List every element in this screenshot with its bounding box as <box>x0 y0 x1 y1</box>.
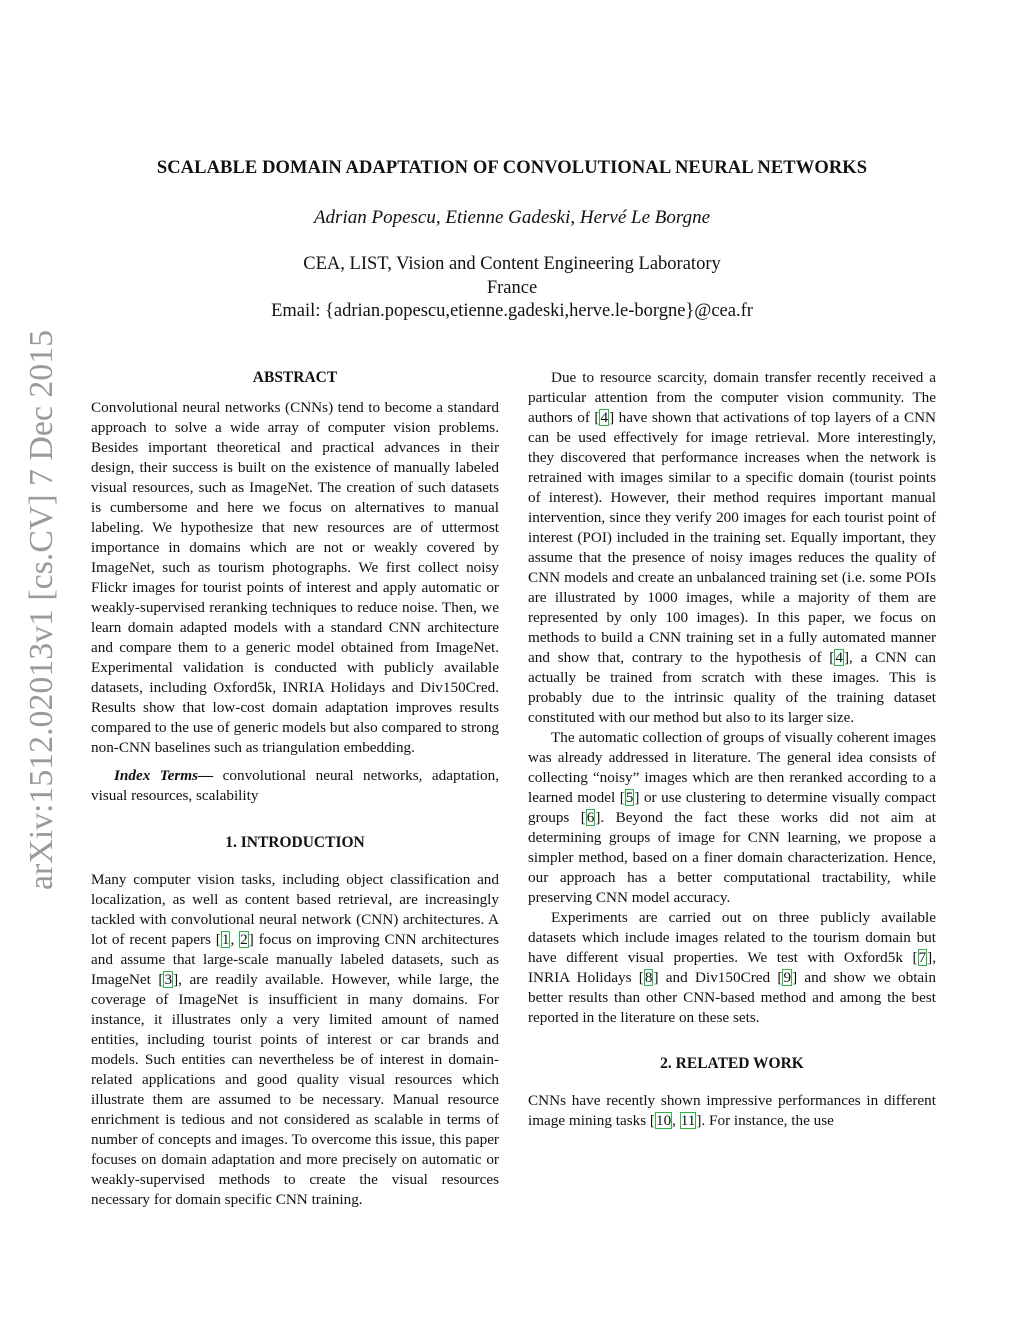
affiliation-line2: France <box>486 278 538 298</box>
arxiv-stamp <box>14 320 64 900</box>
citation-link[interactable]: 4 <box>835 649 843 666</box>
citation-link[interactable]: 8 <box>644 969 653 986</box>
related-work-paragraph-1: CNNs have recently shown impressive performances in different image mining tasks [10, 11]. For instance, the use <box>528 1092 936 1129</box>
affiliation-email: Email: {adrian.popescu,etienne.gadeski,herve.le-borgne}@cea.fr <box>271 301 753 321</box>
paper-title: SCALABLE DOMAIN ADAPTATION OF CONVOLUTIONAL NEURAL NETWORKS <box>156 158 868 178</box>
authors: Adrian Popescu, Etienne Gadeski, Hervé Le Borgne <box>313 207 711 228</box>
index-terms <box>91 766 499 806</box>
related-work-heading: 2. RELATED WORK <box>660 1055 804 1072</box>
citation-link[interactable]: 7 <box>918 949 927 966</box>
intro-paragraph-4: Experiments are carried out on three publicly available datasets which include images related to the tourism domain but have different visual properties. We test with Oxford5k [7], INRIA Holidays [8] and Div150Cred [9] and show we obtain better results than other CNN-based method and among the best reported in the literature on these sets. <box>528 909 936 1026</box>
citation-link[interactable]: 9 <box>783 969 792 986</box>
citation-link[interactable]: 4 <box>600 409 609 426</box>
right-column <box>528 368 936 1131</box>
citation-link[interactable]: 1 <box>221 931 230 948</box>
citation-link[interactable]: 6 <box>586 809 595 826</box>
citation-link[interactable]: 11 <box>680 1112 696 1129</box>
left-column <box>91 368 499 1210</box>
citation-link[interactable]: 10 <box>655 1112 672 1129</box>
citation-link[interactable]: 3 <box>164 971 173 988</box>
intro-paragraph-1: Many computer vision tasks, including object classification and localization, as well as content based retrieval, are increasingly tackled with convolutional neural network (CNN) architectures. A lot of recent papers [1, 2] focus on improving CNN architectures and assume that large-scale manually labeled datasets, such as ImageNet [3], are readily available. However, while large, the coverage of ImageNet is insufficient in many domains. For instance, it illustrates only a very limited amount of named entities, including tourist points of interest or car brands and models. Such entities can nevertheless be of interest in domain-related applications and good quality visual resources which illustrate them are assumed to be necessary. Manual resource enrichment is tedious and not considered as scalable in terms of number of concepts and images. To overcome this issue, this paper focuses on domain adaptation and more precisely on automatic or weakly-supervised methods to create the visual resources necessary for domain specific CNN training. <box>91 871 500 1208</box>
index-terms-text: convolutional neural networks, adaptation, visual resources, scalability <box>91 767 499 804</box>
citation-link[interactable]: 5 <box>625 789 634 806</box>
citation-link[interactable]: 2 <box>240 931 248 948</box>
arxiv-stamp-text: arXiv:1512.02013v1 [cs.CV] 7 Dec 2015 <box>23 327 60 890</box>
affiliation-line1: CEA, LIST, Vision and Content Engineering Laboratory <box>303 254 721 274</box>
abstract-heading: ABSTRACT <box>252 369 338 386</box>
intro-paragraph-3: The automatic collection of groups of visually coherent images was already addressed in literature. The general idea consists of collecting “noisy” images which are then reranked according to a learned model [5] or use clustering to determine visually compact groups [6]. Beyond the fact these works did not aim at determining groups of image for CNN learning, we propose a simpler method, based on a finer domain characterization. Hence, our approach has a better computational tractability, while preserving CNN model accuracy. <box>528 729 936 906</box>
abstract-text: Convolutional neural networks (CNNs) tend to become a standard approach to solve a wide array of computer vision problems. Besides important theoretical and practical advances in their design, their success is built on the existence of manually labeled visual resources, such as ImageNet. The creation of such datasets is cumbersome and here we focus on alternatives to manual labeling. We hypothesize that new resources are of uttermost importance in domains which are not or weakly covered by ImageNet, such as tourism photographs. We first collect noisy Flickr images for tourist points of interest and apply automatic or weakly-supervised reranking techniques to reduce noise. Then, we learn domain adapted models with a standard CNN architecture and compare them to a generic model obtained from ImageNet. Experimental validation is conducted with publicly available datasets, including Oxford5k, INRIA Holidays and Div150Cred. Results show that low-cost domain adaptation improves results compared to the use of generic models but also compared to strong non-CNN baselines such as triangulation embedding. <box>91 399 499 756</box>
intro-paragraph-2: Due to resource scarcity, domain transfer recently received a particular attention from the computer vision community. The authors of [4] have shown that activations of top layers of a CNN can be used effectively for image retrieval. More interestingly, they discovered that performance increases when the network is retrained with images similar to a specific domain (tourist points of interest). However, their method requires important manual intervention, since they verify 200 images for each tourist point of interest (POI) included in the training set. Equally important, they assume that the presence of noisy images reduces the quality of CNN models and create an unbalanced training set (i.e. some POIs are illustrated by 1000 images, while a majority of them are represented by only 100 images). In this paper, we focus on methods to build a CNN training set in a fully automated manner and show that, contrary to the hypothesis of [4], a CNN can actually be trained from scratch with these images. This is probably due to the intrinsic quality of the training dataset constituted with our method but also to its larger size. <box>528 369 937 726</box>
index-terms-label: Index Terms— <box>114 767 214 784</box>
intro-heading: 1. INTRODUCTION <box>225 834 365 851</box>
